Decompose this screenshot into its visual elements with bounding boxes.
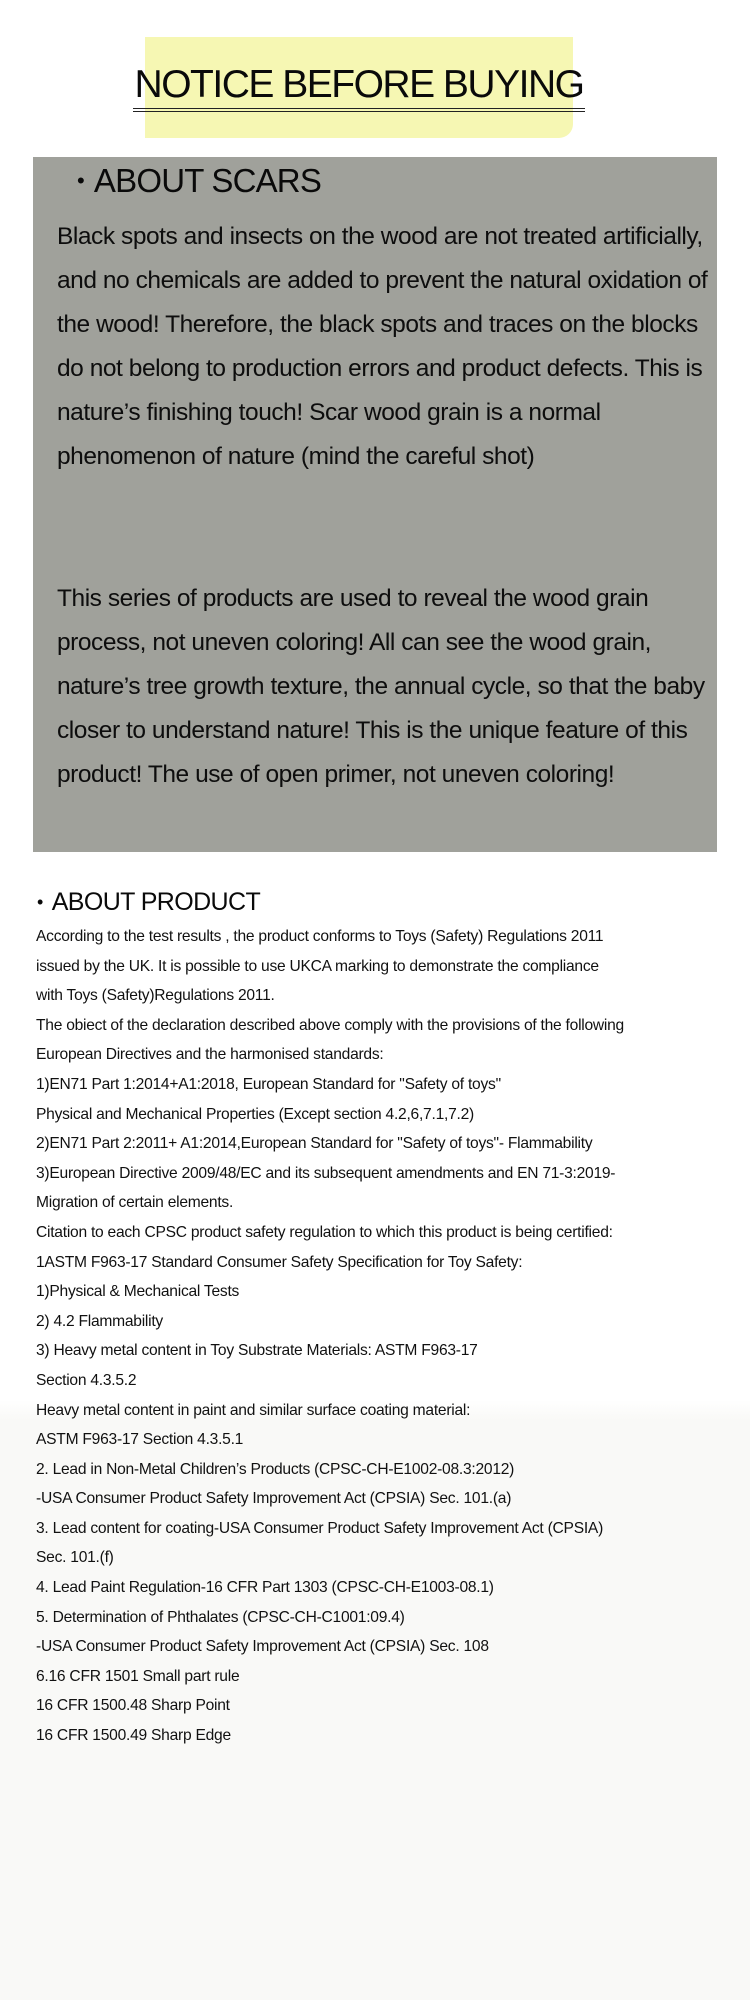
product-line: ASTM F963-17 Section 4.3.5.1 <box>36 1431 244 1449</box>
bullet-icon: • <box>77 168 84 194</box>
product-line: Section 4.3.5.2 <box>36 1371 137 1389</box>
product-line: 1)EN71 Part 1:2014+A1:2018, European Standard for "Safety of toys" <box>36 1075 501 1093</box>
scars-paragraph-2: This series of products are used to reveal the wood grain process, not uneven coloring! All can see the wood grain, nature’s tree growth texture, the annual cycle, so that the baby closer to understand nature! This is the unique feature of this product! The use of open primer, not uneven coloring! <box>57 585 705 788</box>
product-line: Physical and Mechanical Properties (Except section 4.2,6,7.1,7.2) <box>36 1105 474 1123</box>
about-product-heading <box>37 884 260 920</box>
product-line: 3. Lead content for coating-USA Consumer Product Safety Improvement Act (CPSIA) <box>36 1519 604 1537</box>
product-line: European Directives and the harmonised standards: <box>36 1046 384 1064</box>
product-line: Citation to each CPSC product safety regulation to which this product is being certified: <box>36 1223 613 1241</box>
product-line: 2)EN71 Part 2:2011+ A1:2014,European Standard for "Safety of toys"- Flammability <box>36 1135 593 1153</box>
notice-title: NOTICE BEFORE BUYING <box>133 63 586 112</box>
product-line: The obiect of the declaration described above comply with the provisions of the following <box>36 1016 624 1034</box>
product-line: 5. Determination of Phthalates (CPSC-CH-C1001:09.4) <box>36 1608 405 1626</box>
product-line: 1)Physical & Mechanical Tests <box>36 1283 240 1301</box>
notice-banner <box>134 37 584 138</box>
product-line: 4. Lead Paint Regulation-16 CFR Part 1303 (CPSC-CH-E1003-08.1) <box>36 1579 494 1597</box>
product-line: with Toys (Safety)Regulations 2011. <box>36 987 275 1005</box>
bullet-icon: • <box>37 892 43 913</box>
product-line: 3) Heavy metal content in Toy Substrate Materials: ASTM F963-17 <box>36 1342 478 1360</box>
product-line: 1ASTM F963-17 Standard Consumer Safety Specification for Toy Safety: <box>36 1253 523 1271</box>
product-line: 6.16 CFR 1501 Small part rule <box>36 1667 240 1685</box>
about-product-heading-text: ABOUT PRODUCT <box>51 888 261 916</box>
product-line: Heavy metal content in paint and similar surface coating material: <box>36 1401 471 1419</box>
scars-paragraph-1: Black spots and insects on the wood are not treated artificially, and no chemicals are added to prevent the natural oxidation of the wood! Therefore, the black spots and traces on the blocks do not belong to production errors and product defects. This is nature’s finishing touch! Scar wood grain is a normal phenomenon of nature (mind the careful shot) <box>57 223 708 470</box>
about-scars-panel <box>33 157 717 852</box>
product-line: According to the test results , the product conforms to Toys (Safety) Regulations 2011 <box>36 928 604 945</box>
product-line: Migration of certain elements. <box>36 1194 234 1212</box>
product-line: 16 CFR 1500.49 Sharp Edge <box>36 1727 231 1745</box>
product-line: Sec. 101.(f) <box>36 1549 114 1567</box>
product-line: 16 CFR 1500.48 Sharp Point <box>36 1697 230 1715</box>
product-line: 2. Lead in Non-Metal Children’s Products (CPSC-CH-E1002-08.3:2012) <box>36 1460 515 1478</box>
product-line: -USA Consumer Product Safety Improvement Act (CPSIA) Sec. 101.(a) <box>36 1490 512 1508</box>
product-line: 2) 4.2 Flammability <box>36 1312 163 1330</box>
product-line: issued by the UK. It is possible to use UKCA marking to demonstrate the compliance <box>36 957 599 975</box>
product-line: -USA Consumer Product Safety Improvement Act (CPSIA) Sec. 108 <box>36 1638 489 1656</box>
about-scars-heading-text: ABOUT SCARS <box>93 162 322 199</box>
about-scars-heading <box>77 157 321 205</box>
product-compliance-text <box>36 922 736 1751</box>
product-line: 3)European Directive 2009/48/EC and its subsequent amendments and EN 71-3:2019- <box>36 1164 616 1182</box>
